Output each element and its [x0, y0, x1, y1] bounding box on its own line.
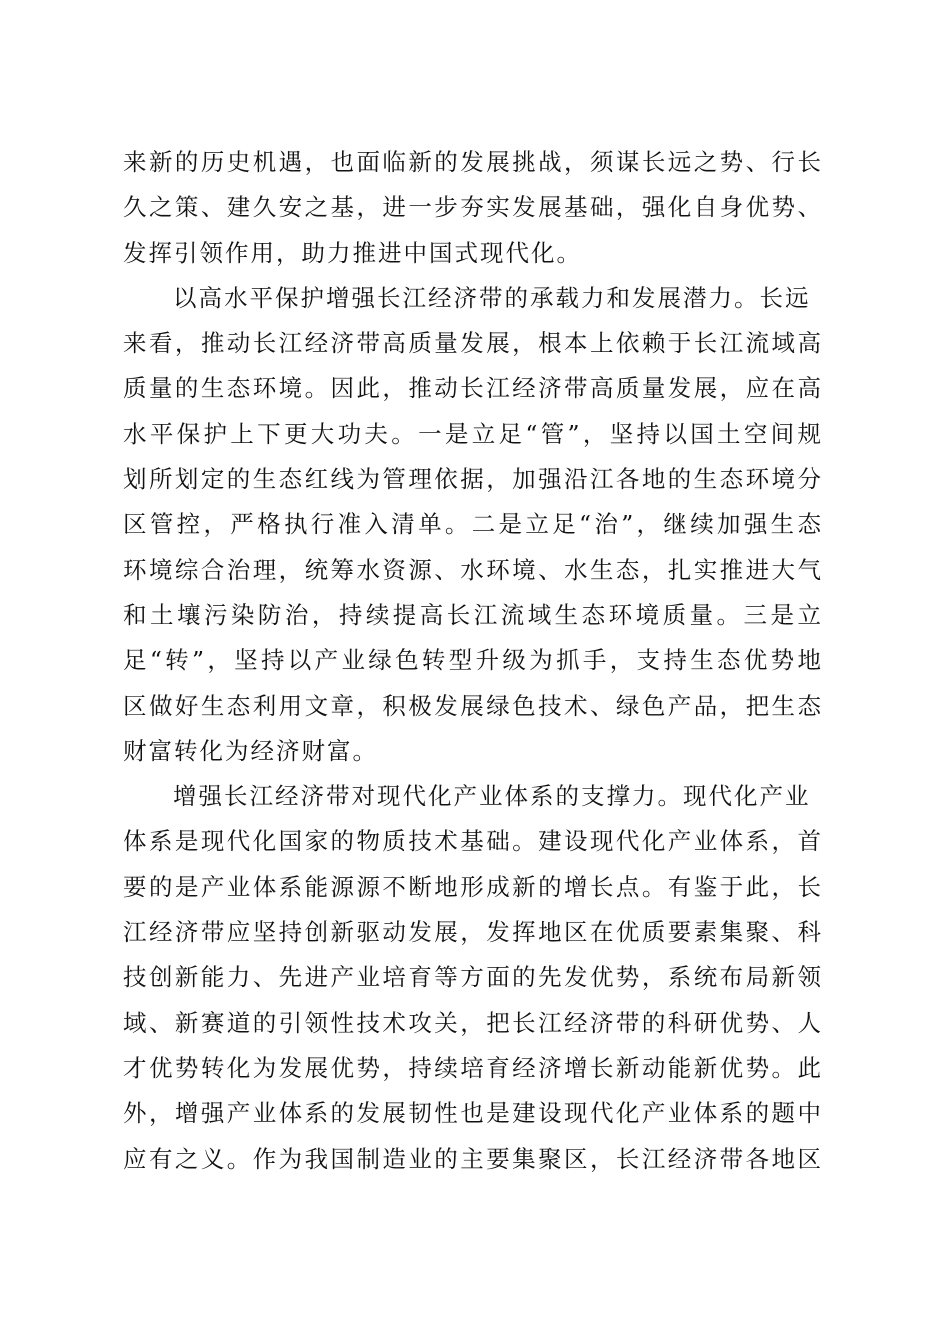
text-line: 应有之义。作为我国制造业的主要集聚区，长江经济带各地区	[123, 1144, 823, 1173]
text-line: 域、新赛道的引领性技术攻关，把长江经济带的科研优势、人	[123, 1008, 823, 1037]
text-line: 财富转化为经济财富。	[123, 736, 378, 765]
body-text	[123, 140, 823, 1182]
text-line: 来新的历史机遇，也面临新的发展挑战，须谋长远之势、行长	[123, 148, 823, 176]
text-line: 区做好生态利用文章，积极发展绿色技术、绿色产品，把生态	[123, 691, 823, 720]
text-line: 发挥引领作用，助力推进中国式现代化。	[123, 238, 582, 267]
text-line: 江经济带应坚持创新驱动发展，发挥地区在优质要素集聚、科	[123, 918, 823, 947]
text-line: 环境综合治理，统筹水资源、水环境、水生态，扎实推进大气	[123, 555, 823, 584]
text-line: 质量的生态环境。因此，推动长江经济带高质量发展，应在高	[123, 374, 823, 403]
text-line: 来看，推动长江经济带高质量发展，根本上依赖于长江流域高	[123, 329, 823, 358]
text-line: 外，增强产业体系的发展韧性也是建设现代化产业体系的题中	[123, 1099, 823, 1128]
text-line: 以高水平保护增强长江经济带的承载力和发展潜力。长远	[173, 283, 811, 312]
text-line: 划所划定的生态红线为管理依据，加强沿江各地的生态环境分	[123, 465, 823, 494]
text-line: 足“转”，坚持以产业绿色转型升级为抓手，支持生态优势地	[123, 646, 823, 675]
text-line: 体系是现代化国家的物质技术基础。建设现代化产业体系，首	[123, 827, 823, 856]
text-line: 和土壤污染防治，持续提高长江流域生态环境质量。三是立	[123, 600, 823, 629]
text-line: 才优势转化为发展优势，持续培育经济增长新动能新优势。此	[123, 1053, 823, 1082]
text-line: 要的是产业体系能源源不断地形成新的增长点。有鉴于此，长	[123, 872, 823, 901]
text-line: 区管控，严格执行准入清单。二是立足“治”，继续加强生态	[123, 510, 823, 539]
text-line: 久之策、建久安之基，进一步夯实发展基础，强化自身优势、	[123, 193, 823, 222]
text-line: 技创新能力、先进产业培育等方面的先发优势，系统布局新领	[123, 963, 823, 992]
text-line: 增强长江经济带对现代化产业体系的支撑力。现代化产业	[173, 782, 811, 811]
text-line: 水平保护上下更大功夫。一是立足“管”，坚持以国土空间规	[123, 419, 823, 448]
